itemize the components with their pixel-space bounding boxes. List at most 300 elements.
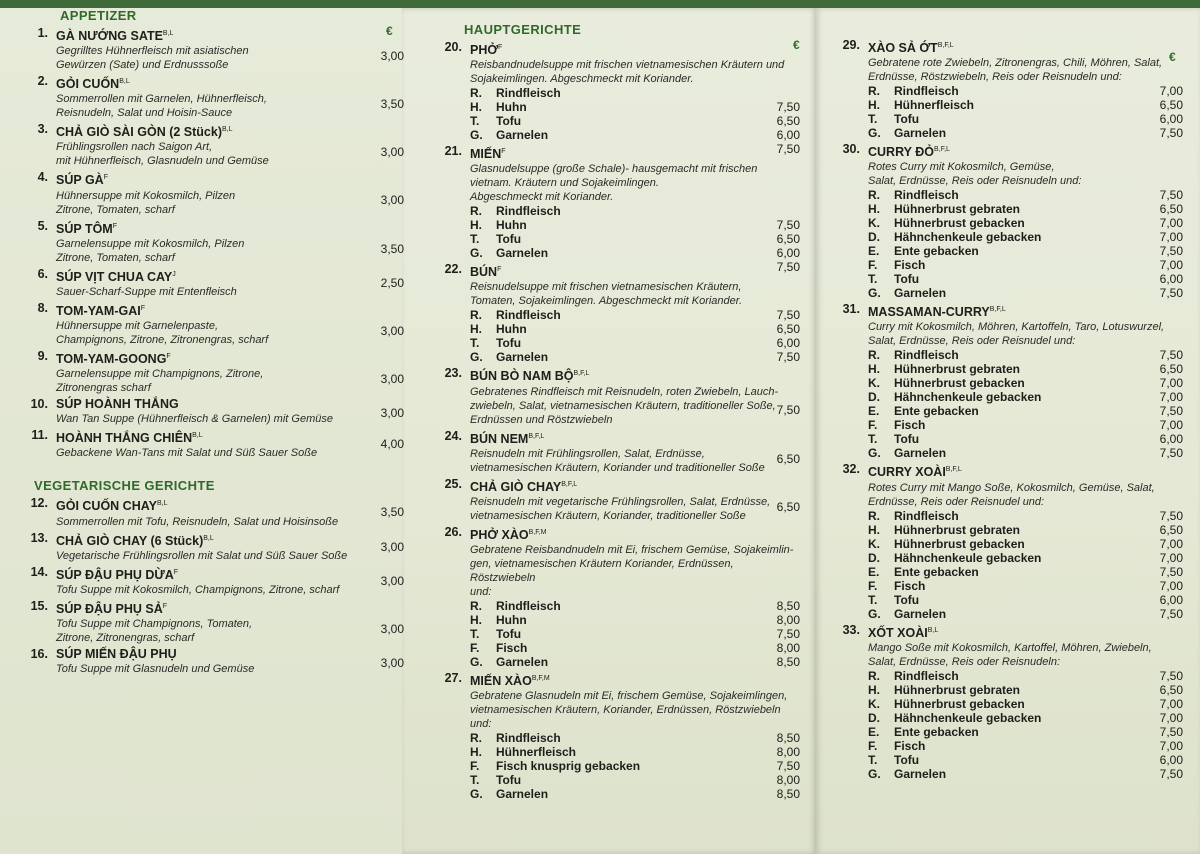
item-name: SÚP ĐẬU PHỤ SẢ$^F$: [56, 602, 168, 617]
item-description: Zitrone, Zitronengras, scharf: [56, 632, 195, 645]
allergen-codes: B,F,L: [945, 466, 962, 474]
variant-price: 8,50: [776, 787, 800, 802]
menu-item-header: [440, 262, 800, 280]
item-price: 2,50: [380, 275, 404, 290]
item-description: Tofu Suppe mit Kokosmilch, Champignons, Zitrone, scharf: [56, 583, 340, 596]
variant-price: 7,00: [1159, 216, 1183, 231]
item-price: 4,00: [380, 437, 404, 452]
variant-name: Rindfleisch: [894, 84, 959, 99]
variant-name: Huhn: [496, 322, 527, 337]
menu-item: [440, 366, 800, 426]
allergen-codes: F: [112, 222, 118, 230]
menu-item-header: [30, 397, 404, 412]
main-dishes-list-2: [838, 38, 1183, 781]
menu-item-header: [30, 26, 404, 44]
item-number: 15.: [30, 598, 48, 613]
item-number: 12.: [30, 496, 48, 511]
item-name: XỐT $XOÀI^{B,L}$: [868, 625, 939, 640]
variant-name: Garnelen: [894, 606, 947, 621]
menu-item: [440, 429, 800, 475]
variant-row: [838, 523, 1183, 537]
menu-item-header: [30, 219, 404, 237]
variant-name: Tofu: [496, 232, 522, 247]
menu-item: [30, 267, 404, 299]
variant-row: [838, 202, 1183, 216]
variant-name: Rindfleisch: [894, 348, 959, 363]
variant-price: 6,50: [1159, 682, 1183, 697]
variant-code: R.: [868, 668, 880, 683]
variant-price: 7,50: [776, 218, 800, 233]
menu-item: [30, 170, 404, 216]
variant-code: G.: [868, 766, 881, 781]
variant-row: [440, 627, 800, 641]
item-number: 5.: [37, 218, 48, 233]
variant-name: Tofu: [496, 773, 522, 788]
variant-name: Hühnerbrust gebacken: [894, 696, 1025, 711]
menu-column-middle: [440, 22, 800, 803]
item-price: 3,00: [380, 145, 404, 160]
variant-code: D.: [868, 230, 880, 245]
item-name: CHẢ GIÒ $CHAY^{B,F,L}$: [470, 479, 578, 494]
variant-code: E.: [868, 564, 880, 579]
allergen-codes: F: [501, 148, 506, 156]
menu-item-header: [30, 531, 404, 549]
variant-name: Garnelen: [894, 286, 947, 301]
variant-code: R.: [868, 188, 880, 203]
variant-name: Hühnerfleisch: [496, 745, 577, 760]
variant-name: Rindfleisch: [894, 668, 959, 683]
allergen-codes: J: [172, 270, 176, 278]
variant-row: [838, 390, 1183, 404]
variant-code: F.: [868, 258, 878, 273]
variant-code: R.: [470, 204, 482, 219]
variant-code: K.: [868, 696, 880, 711]
menu-item: [838, 623, 1183, 781]
variant-code: H.: [868, 202, 880, 217]
variant-price: 7,50: [1159, 564, 1183, 579]
variant-name: Hühnerbrust gebacken: [894, 376, 1025, 391]
menu-item-header: [30, 170, 404, 188]
variant-code: F.: [470, 759, 480, 774]
variant-code: G.: [868, 606, 881, 621]
variant-price: 8,00: [776, 773, 800, 788]
variant-name: Tofu: [496, 336, 522, 351]
menu-item: [30, 26, 404, 72]
variant-name: Garnelen: [496, 128, 549, 143]
variant-row: [838, 112, 1183, 126]
item-price: 6,50: [776, 451, 800, 466]
variant-code: R.: [470, 308, 482, 323]
item-name: CURRY ĐỎ$^{B,F,L}$: [868, 145, 950, 160]
item-number: 26.: [444, 524, 462, 539]
variant-price: 7,00: [1159, 578, 1183, 593]
item-name: TOM-$YAM-GAI^F$: [56, 304, 146, 319]
variant-name: Ente gebacken: [894, 404, 979, 419]
item-description: Erdnüsse, Röstzwiebeln, Reis oder Reisnudeln und:: [868, 71, 1122, 84]
menu-item-header: [30, 496, 404, 514]
menu-item: [838, 142, 1183, 300]
item-price: 3,00: [380, 49, 404, 63]
variant-name: Fisch: [894, 258, 926, 273]
menu-item-header: [440, 525, 800, 543]
variant-code: E.: [868, 404, 880, 419]
variant-name: Tofu: [894, 752, 920, 767]
variant-name: Tofu: [894, 592, 920, 607]
menu-item: [30, 647, 404, 676]
variant-name: Rindfleisch: [496, 86, 561, 101]
item-name: PHỞ$^F$: [470, 43, 503, 58]
variant-price: 7,50: [776, 100, 800, 115]
variant-code: H.: [868, 682, 880, 697]
item-number: 1.: [37, 26, 48, 40]
menu-item: [838, 462, 1183, 620]
item-price: 3,00: [380, 406, 404, 421]
variant-price: 7,50: [776, 308, 800, 323]
variant-price: 7,00: [1159, 230, 1183, 245]
item-name: $BÚN^F$: [470, 265, 502, 280]
variant-row: [838, 84, 1183, 98]
variant-price: 7,50: [1159, 348, 1183, 363]
variant-row: [838, 739, 1183, 753]
variant-row: [838, 579, 1183, 593]
item-description: gen, vietnamesischen Kräutern Koriander, Erdnüssen, Röstzwiebeln: [470, 558, 734, 585]
variant-name: Hühnerbrust gebacken: [894, 216, 1025, 231]
variant-row: [440, 100, 800, 114]
variant-price: 6,00: [776, 246, 800, 261]
variant-code: T.: [470, 336, 480, 351]
variant-name: Fisch: [894, 738, 926, 753]
menu-item-header: [838, 623, 1183, 641]
item-description: Salat, Erdnüsse, Reis oder Reisnudeln:: [868, 655, 1060, 668]
menu-item: [30, 122, 404, 168]
menu-item: [30, 565, 404, 597]
variant-name: Hühnerbrust gebraten: [894, 682, 1021, 697]
variant-code: T.: [868, 592, 878, 607]
section-title-appetizer: APPETIZER: [60, 8, 137, 23]
variant-price: 7,50: [1159, 244, 1183, 259]
variant-code: K.: [868, 216, 880, 231]
variant-name: Hühnerbrust gebraten: [894, 202, 1021, 217]
variant-row: [838, 725, 1183, 739]
item-description: Tomaten, Sojakeimlingen. Abgeschmeckt mit Koriander.: [470, 295, 743, 308]
item-name: HOÀNH THẮNG $CHIÊN^{B,L}$: [56, 431, 203, 446]
variant-row: [440, 232, 800, 246]
allergen-codes: B,F,M: [528, 528, 547, 536]
variant-price: 6,00: [1159, 592, 1183, 607]
variant-row: [440, 218, 800, 232]
variant-code: G.: [470, 350, 483, 365]
allergen-codes: B,L: [222, 126, 233, 134]
item-name: SÚP MIẾN ĐẬU PHỤ: [56, 647, 177, 662]
allergen-codes: F: [140, 304, 146, 312]
item-description: Vegetarische Frühlingsrollen mit Salat und Süß Sauer Soße: [56, 549, 348, 562]
menu-item-header: [30, 267, 404, 285]
item-number: 22.: [444, 262, 462, 277]
item-description: Gebratene Glasnudeln mit Ei, frischem Gemüse, Sojakeimlingen,: [470, 690, 788, 703]
item-description: Sauer-Scharf-Suppe mit Entenfleisch: [56, 285, 237, 298]
menu-item: [440, 671, 800, 801]
item-number: 11.: [31, 428, 48, 443]
allergen-codes: B,F,L: [933, 146, 950, 154]
item-number: 32.: [842, 462, 860, 477]
variant-name: Ente gebacken: [894, 244, 979, 259]
variant-name: Rindfleisch: [894, 188, 959, 203]
item-number: 13.: [30, 530, 48, 545]
allergen-codes: B,F,L: [528, 432, 545, 440]
variant-code: H.: [470, 322, 482, 337]
menu-item-header: [838, 462, 1183, 480]
variant-code: R.: [868, 508, 880, 523]
item-number: 33.: [842, 622, 860, 637]
item-number: 23.: [444, 366, 462, 381]
menu-item-header: [440, 144, 800, 162]
menu-item-header: [30, 349, 404, 367]
menu-item-header: [30, 74, 404, 92]
variant-row: [838, 697, 1183, 711]
variant-price: 7,00: [1159, 84, 1183, 99]
variant-row: [838, 216, 1183, 230]
item-description: Hühnersuppe mit Kokosmilch, Pilzen: [56, 189, 236, 202]
item-description: Mango Soße mit Kokosmilch, Kartoffel, Möhren, Zwiebeln,: [868, 641, 1152, 654]
item-name: SÚP HOÀNH THẮNG: [56, 397, 179, 412]
item-number: 27.: [444, 671, 462, 686]
item-description: Salat, Erdnüsse, Reis oder Reisnudel und:: [868, 335, 1076, 348]
variant-row: [838, 348, 1183, 362]
variant-row: [838, 376, 1183, 390]
allergen-codes: B,F,M: [531, 675, 550, 683]
item-name: XÀO SẢ ỚT$^{B,F,L}$: [868, 41, 954, 56]
item-number: 31.: [842, 302, 860, 317]
variant-price: 7,50: [1159, 446, 1183, 461]
variant-code: R.: [470, 599, 482, 614]
variant-name: Ente gebacken: [894, 724, 979, 739]
variant-price: 8,50: [776, 599, 800, 614]
variant-code: H.: [868, 522, 880, 537]
item-description: Wan Tan Suppe (Hühnerfleisch & Garnelen) mit Gemüse: [56, 413, 333, 426]
variant-name: Garnelen: [894, 766, 947, 781]
allergen-codes: B,F,L: [561, 480, 578, 488]
menu-item-header: [838, 38, 1183, 56]
variant-row: [838, 669, 1183, 683]
variant-row: [440, 350, 800, 364]
variant-row: [838, 244, 1183, 258]
variant-price: 6,50: [776, 322, 800, 337]
variant-price: 7,00: [1159, 390, 1183, 405]
allergen-codes: B,L: [203, 534, 214, 542]
variant-row: [838, 593, 1183, 607]
menu-item-header: [30, 301, 404, 319]
variant-code: G.: [470, 655, 483, 670]
item-name: MIẾN $XÀO^{B,F,M}$: [470, 674, 550, 689]
variant-price: 6,50: [776, 232, 800, 247]
item-name: SÚP VỊT CHUA $CAY^J$: [56, 269, 176, 284]
item-number: 24.: [444, 428, 462, 443]
variant-name: Garnelen: [894, 126, 947, 141]
variant-row: [440, 246, 800, 260]
variant-code: E.: [868, 244, 880, 259]
variant-code: H.: [470, 218, 482, 233]
item-description: Sommerrollen mit Garnelen, Hühnerfleisch,: [56, 93, 267, 106]
variant-price: 7,00: [1159, 550, 1183, 565]
variant-price: 6,00: [1159, 752, 1183, 767]
variant-row: [838, 683, 1183, 697]
variant-price: 7,50: [1159, 188, 1183, 203]
variant-row: [838, 509, 1183, 523]
variant-name: Garnelen: [894, 446, 947, 461]
item-description: Glasnudelsuppe (große Schale)- hausgemacht mit frischen: [470, 163, 758, 176]
allergen-codes: B,F,L: [989, 306, 1006, 314]
item-number: 2.: [37, 74, 48, 89]
variant-row: [440, 641, 800, 655]
variant-row: [440, 86, 800, 100]
variant-price: 6,00: [776, 128, 800, 143]
variant-row: [440, 745, 800, 759]
item-number: 30.: [842, 142, 860, 157]
variant-price: 6,00: [1159, 272, 1183, 287]
item-price: 6,50: [776, 499, 800, 514]
variant-price: 6,50: [1159, 362, 1183, 377]
variant-name: Hühnerbrust gebacken: [894, 536, 1025, 551]
variant-name: Garnelen: [496, 246, 549, 261]
variant-code: H.: [868, 98, 880, 113]
item-description: Curry mit Kokosmilch, Möhren, Kartoffeln, Taro, Lotuswurzel,: [868, 321, 1165, 334]
variant-code: D.: [868, 550, 880, 565]
variant-price: 7,50: [1159, 508, 1183, 523]
variant-code: T.: [470, 232, 480, 247]
variant-row: [440, 773, 800, 787]
item-price: 7,50: [776, 403, 800, 418]
item-price: 3,00: [380, 539, 404, 554]
item-number: 9.: [37, 349, 48, 364]
variant-price: 7,00: [1159, 376, 1183, 391]
variant-price: 7,50: [1159, 404, 1183, 419]
item-name: CHẢ GIÒ CHAY (6 Stück)$^{B,L}$: [56, 533, 214, 548]
variant-price: 7,00: [1159, 418, 1183, 433]
main-dishes-list-1: [440, 40, 800, 801]
variant-price: 7,00: [1159, 696, 1183, 711]
item-number: 6.: [37, 266, 48, 281]
menu-item: [30, 301, 404, 347]
variant-code: K.: [868, 376, 880, 391]
item-description: Gewürzen (Sate) und Erdnusssoße: [56, 59, 229, 72]
section-title-main: HAUPTGERICHTE: [464, 22, 582, 37]
variant-name: Hähnchenkeule gebacken: [894, 230, 1042, 245]
currency-symbol: €: [1169, 50, 1176, 64]
variant-name: Garnelen: [496, 787, 549, 802]
item-description: Erdnüsse, Reis oder Reisnudel und:: [868, 495, 1045, 508]
variant-code: H.: [868, 362, 880, 377]
variant-code: T.: [470, 773, 480, 788]
variant-row: [440, 655, 800, 669]
variant-name: Rindfleisch: [894, 508, 959, 523]
variant-price: 7,50: [776, 260, 800, 275]
item-description: Frühlingsrollen nach Saigon Art,: [56, 141, 213, 154]
variant-price: 7,00: [1159, 738, 1183, 753]
variant-price: 7,00: [1159, 258, 1183, 273]
item-description: Reisnudeln mit vegetarische Frühlingsrollen, Salat, Erdnüsse,: [470, 495, 771, 508]
variant-price: 7,50: [776, 627, 800, 642]
variant-row: [440, 731, 800, 745]
menu-item-header: [30, 599, 404, 617]
variant-price: 6,50: [776, 114, 800, 129]
variant-code: R.: [470, 86, 482, 101]
variant-price: 6,50: [1159, 98, 1183, 113]
item-number: 8.: [37, 300, 48, 315]
variant-row: [440, 787, 800, 801]
variant-code: T.: [868, 272, 878, 287]
variant-code: H.: [470, 613, 482, 628]
item-description: Rotes Curry mit Mango Soße, Kokosmilch, Gemüse, Salat,: [868, 481, 1155, 494]
variant-code: G.: [868, 446, 881, 461]
variant-name: Huhn: [496, 100, 527, 115]
item-description: Reisnudeln mit Frühlingsrollen, Salat, Erdnüsse,: [470, 447, 705, 460]
variant-row: [838, 418, 1183, 432]
variant-row: [440, 599, 800, 613]
item-name: GỎI CUỐN$^{B,L}$: [56, 77, 130, 92]
item-name: SÚP ĐẬU PHỤ DỪA$^F$: [56, 567, 179, 582]
variant-price: 7,50: [1159, 286, 1183, 301]
menu-item-header: [838, 142, 1183, 160]
item-description: Gebackene Wan-Tans mit Salat und Süß Sauer Soße: [56, 447, 318, 460]
variant-price: 7,50: [1159, 668, 1183, 683]
variant-price: 6,00: [1159, 112, 1183, 127]
item-description: Erdnüssen und Röstzwiebeln: [470, 413, 613, 426]
menu-item-header: [30, 428, 404, 446]
variant-code: T.: [868, 432, 878, 447]
variant-price: 7,50: [1159, 606, 1183, 621]
item-name: SÚP $GÀ^F$: [56, 173, 108, 188]
variant-name: Hähnchenkeule gebacken: [894, 710, 1042, 725]
item-description: Sommerrollen mit Tofu, Reisnudeln, Salat und Hoisinsoße: [56, 515, 339, 528]
item-price: 3,50: [380, 97, 404, 112]
variant-code: T.: [470, 627, 480, 642]
variant-price: 7,50: [776, 759, 800, 774]
currency-symbol: €: [793, 38, 800, 52]
item-name: CURRY $XOÀI^{B,F,L}$: [868, 465, 962, 480]
menu-item: [30, 428, 404, 460]
item-description: Gebratene rote Zwiebeln, Zitronengras, Chili, Möhren, Salat,: [868, 57, 1163, 70]
variant-name: Hähnchenkeule gebacken: [894, 550, 1042, 565]
variant-price: 8,50: [776, 655, 800, 670]
item-name: PHỞ $XÀO^{B,F,M}$: [470, 528, 547, 543]
variant-name: Fisch: [894, 578, 926, 593]
menu-item: [440, 477, 800, 523]
variant-row: [440, 613, 800, 627]
item-price: 3,00: [380, 193, 404, 208]
allergen-codes: B,L: [162, 30, 174, 37]
item-name: TOM-$YAM-GOONG^F$: [56, 352, 171, 367]
variant-code: D.: [868, 710, 880, 725]
menu-item: [30, 496, 404, 528]
variant-price: 7,50: [1159, 766, 1183, 781]
variant-row: [440, 128, 800, 142]
item-number: 16.: [30, 647, 48, 662]
menu-item-header: [30, 647, 404, 662]
variant-name: Tofu: [496, 627, 522, 642]
item-name: MIẾN$^F$: [470, 147, 506, 162]
variant-code: F.: [868, 578, 878, 593]
variant-price: 8,00: [776, 745, 800, 760]
variant-row: [440, 204, 800, 218]
variant-price: 8,00: [776, 641, 800, 656]
item-number: 25.: [444, 476, 462, 491]
menu-item-header: [440, 671, 800, 689]
variant-name: Rindfleisch: [496, 599, 561, 614]
item-description: Hühnersuppe mit Garnelenpaste,: [56, 320, 219, 333]
menu-column-left: [30, 8, 404, 678]
variant-code: F.: [868, 418, 878, 433]
variant-row: [838, 551, 1183, 565]
